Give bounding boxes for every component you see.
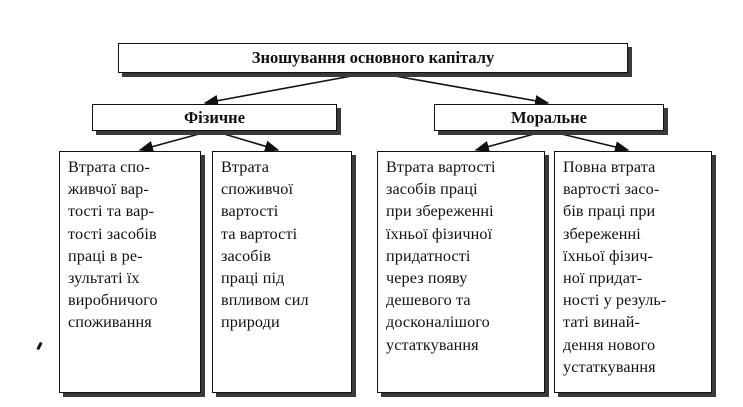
category-label-moral: Моральне bbox=[511, 107, 587, 127]
arrow-root-to-moral bbox=[378, 73, 548, 103]
leaf-node-physical-production-wear: Втрата спо- живчої вар- тості та вар- тості засобів праці в ре- зультаті їх виробничого споживання bbox=[59, 151, 201, 393]
arrow-moral-to-leaf-3 bbox=[476, 131, 545, 150]
category-node-physical bbox=[92, 104, 337, 131]
arrow-root-to-physical bbox=[205, 73, 368, 103]
arrow-physical-to-leaf-2 bbox=[214, 131, 278, 150]
leaf-node-physical-natural-wear: Втрата споживчої вартості та вартості засобів праці під впливом сил природи bbox=[212, 151, 352, 393]
leaf-node-moral-new-equipment: Повна втрата вартості засо- бів праці при збереженні їхньої фізич- ної придат- ності у резуль- таті винай- дення нового устаткування bbox=[554, 151, 712, 393]
arrow-moral-to-leaf-4 bbox=[549, 131, 628, 150]
category-label-physical: Фізичне bbox=[183, 107, 246, 127]
root-node-label: Зношування основного капіталу bbox=[251, 48, 495, 67]
arrow-physical-to-leaf-1 bbox=[140, 131, 210, 150]
category-node-moral bbox=[434, 104, 664, 131]
root-node-capital-depreciation bbox=[118, 43, 628, 73]
leaf-node-moral-cheaper-equipment: Втрата вартості засобів праці при збереженні їхньої фізичної придатності через появу дешевого та досконалішого устаткування bbox=[377, 151, 545, 393]
